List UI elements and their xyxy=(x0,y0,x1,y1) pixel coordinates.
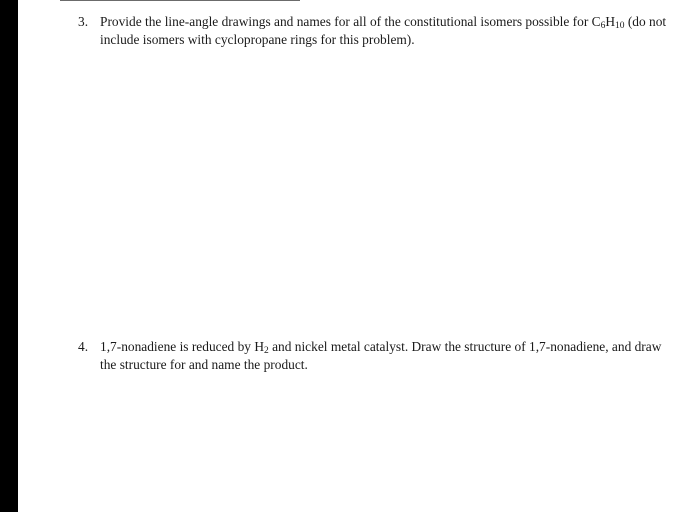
question-text-part: Provide the line-angle drawings and names for all of the constitutional isomers possible for C xyxy=(100,14,601,29)
formula-subscript: 6 xyxy=(600,21,606,31)
question-text-part: 1,7-nonadiene is reduced by H xyxy=(100,339,264,354)
question-3 xyxy=(78,13,668,49)
question-text-part: and nickel metal catalyst. Draw the structure of 1,7-nonadiene, and draw the structure for and name the product. xyxy=(100,339,662,372)
question-text-part: H xyxy=(605,14,615,29)
question-text xyxy=(100,13,668,49)
page-left-edge xyxy=(0,0,18,512)
question-number: 4. xyxy=(78,339,89,354)
question-text xyxy=(100,338,668,374)
formula-subscript: 10 xyxy=(614,21,625,31)
question-number: 3. xyxy=(78,14,89,29)
question-text-part: (do not include isomers with cyclopropane rings for this problem). xyxy=(100,14,667,47)
formula-subscript: 2 xyxy=(263,346,269,356)
top-rule-line xyxy=(60,0,300,1)
question-4 xyxy=(78,338,668,374)
